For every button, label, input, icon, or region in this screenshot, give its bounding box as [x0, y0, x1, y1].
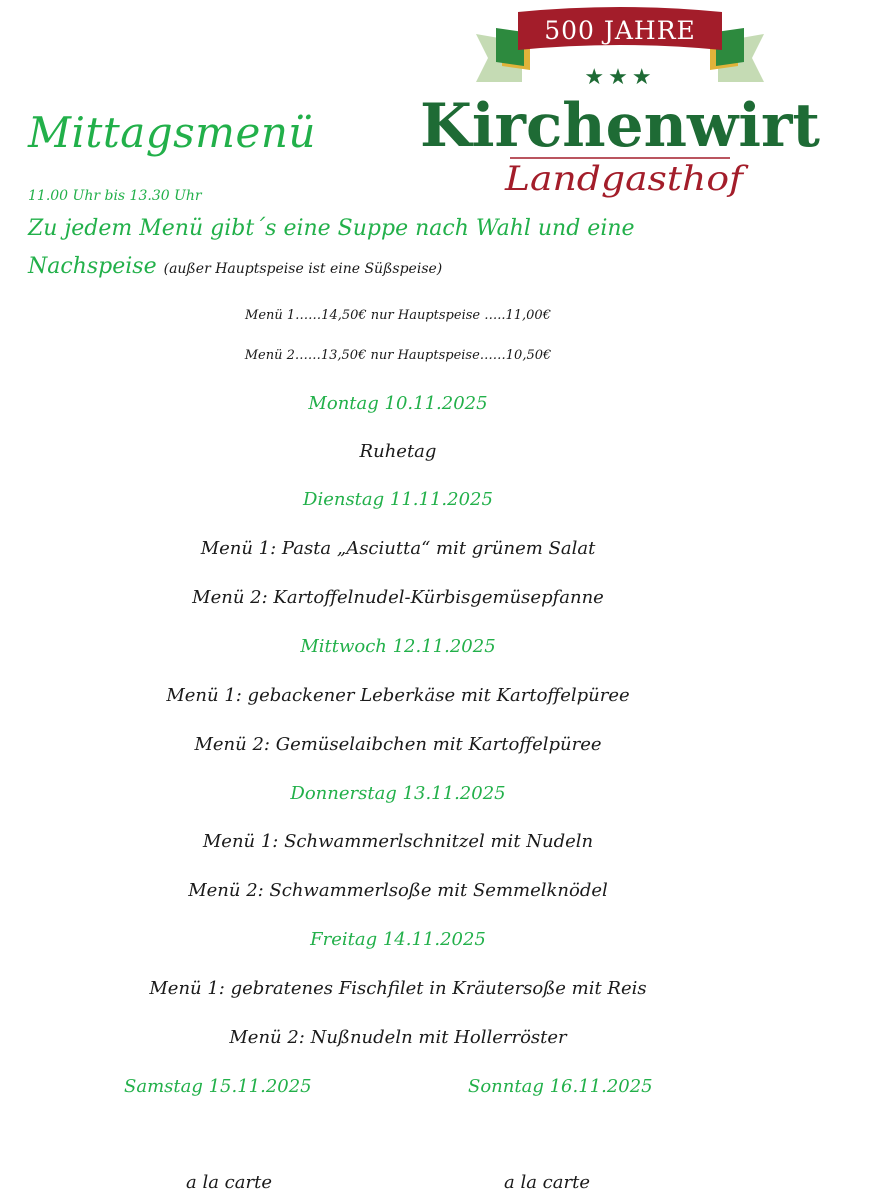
- logo-stars: ★★★: [584, 65, 656, 90]
- saturday-text: a la carte: [186, 1172, 272, 1193]
- kirchenwirt-logo: [418, 6, 822, 206]
- intro-line-1: Zu jedem Menü gibt´s eine Suppe nach Wahl und eine: [28, 216, 635, 241]
- friday-menu-2: Menü 2: Nußnudeln mit Hollerröster: [229, 1027, 567, 1048]
- opening-hours: 11.00 Uhr bis 13.30 Uhr: [28, 188, 202, 204]
- tuesday-menu-1: Menü 1: Pasta „Asciutta“ mit grünem Salat: [200, 538, 596, 559]
- day-saturday: Samstag 15.11.2025: [124, 1076, 312, 1097]
- intro-note: (außer Hauptspeise ist eine Süßspeise): [163, 261, 443, 277]
- day-friday: Freitag 14.11.2025: [310, 929, 486, 950]
- day-thursday: Donnerstag 13.11.2025: [290, 783, 506, 804]
- logo-name: Kirchenwirt: [420, 91, 821, 161]
- day-monday: Montag 10.11.2025: [308, 393, 488, 414]
- monday-text: Ruhetag: [359, 441, 437, 462]
- intro-line-2: [28, 254, 442, 279]
- logo-subtitle: Landgasthof: [503, 159, 750, 199]
- thursday-menu-2: Menü 2: Schwammerlsoße mit Semmelknödel: [188, 880, 608, 901]
- intro-dessert: Nachspeise: [28, 254, 157, 279]
- day-wednesday: Mittwoch 12.11.2025: [300, 636, 496, 657]
- friday-menu-1: Menü 1: gebratenes Fischfilet in Kräutersoße mit Reis: [149, 978, 647, 999]
- day-sunday: Sonntag 16.11.2025: [468, 1076, 653, 1097]
- day-tuesday: Dienstag 11.11.2025: [303, 489, 493, 510]
- price-menu-2: Menü 2……13,50€ nur Hauptspeise……10,50€: [244, 348, 552, 363]
- banner-text: 500 JAHRE: [544, 16, 696, 45]
- sunday-text: a la carte: [504, 1172, 590, 1193]
- thursday-menu-1: Menü 1: Schwammerlschnitzel mit Nudeln: [202, 831, 594, 852]
- price-menu-1: Menü 1……14,50€ nur Hauptspeise …..11,00€: [245, 308, 551, 323]
- page-title: Mittagsmenü: [28, 108, 316, 157]
- wednesday-menu-2: Menü 2: Gemüselaibchen mit Kartoffelpüree: [194, 734, 602, 755]
- wednesday-menu-1: Menü 1: gebackener Leberkäse mit Kartoffelpüree: [166, 685, 630, 706]
- tuesday-menu-2: Menü 2: Kartoffelnudel-Kürbisgemüsepfanne: [192, 587, 604, 608]
